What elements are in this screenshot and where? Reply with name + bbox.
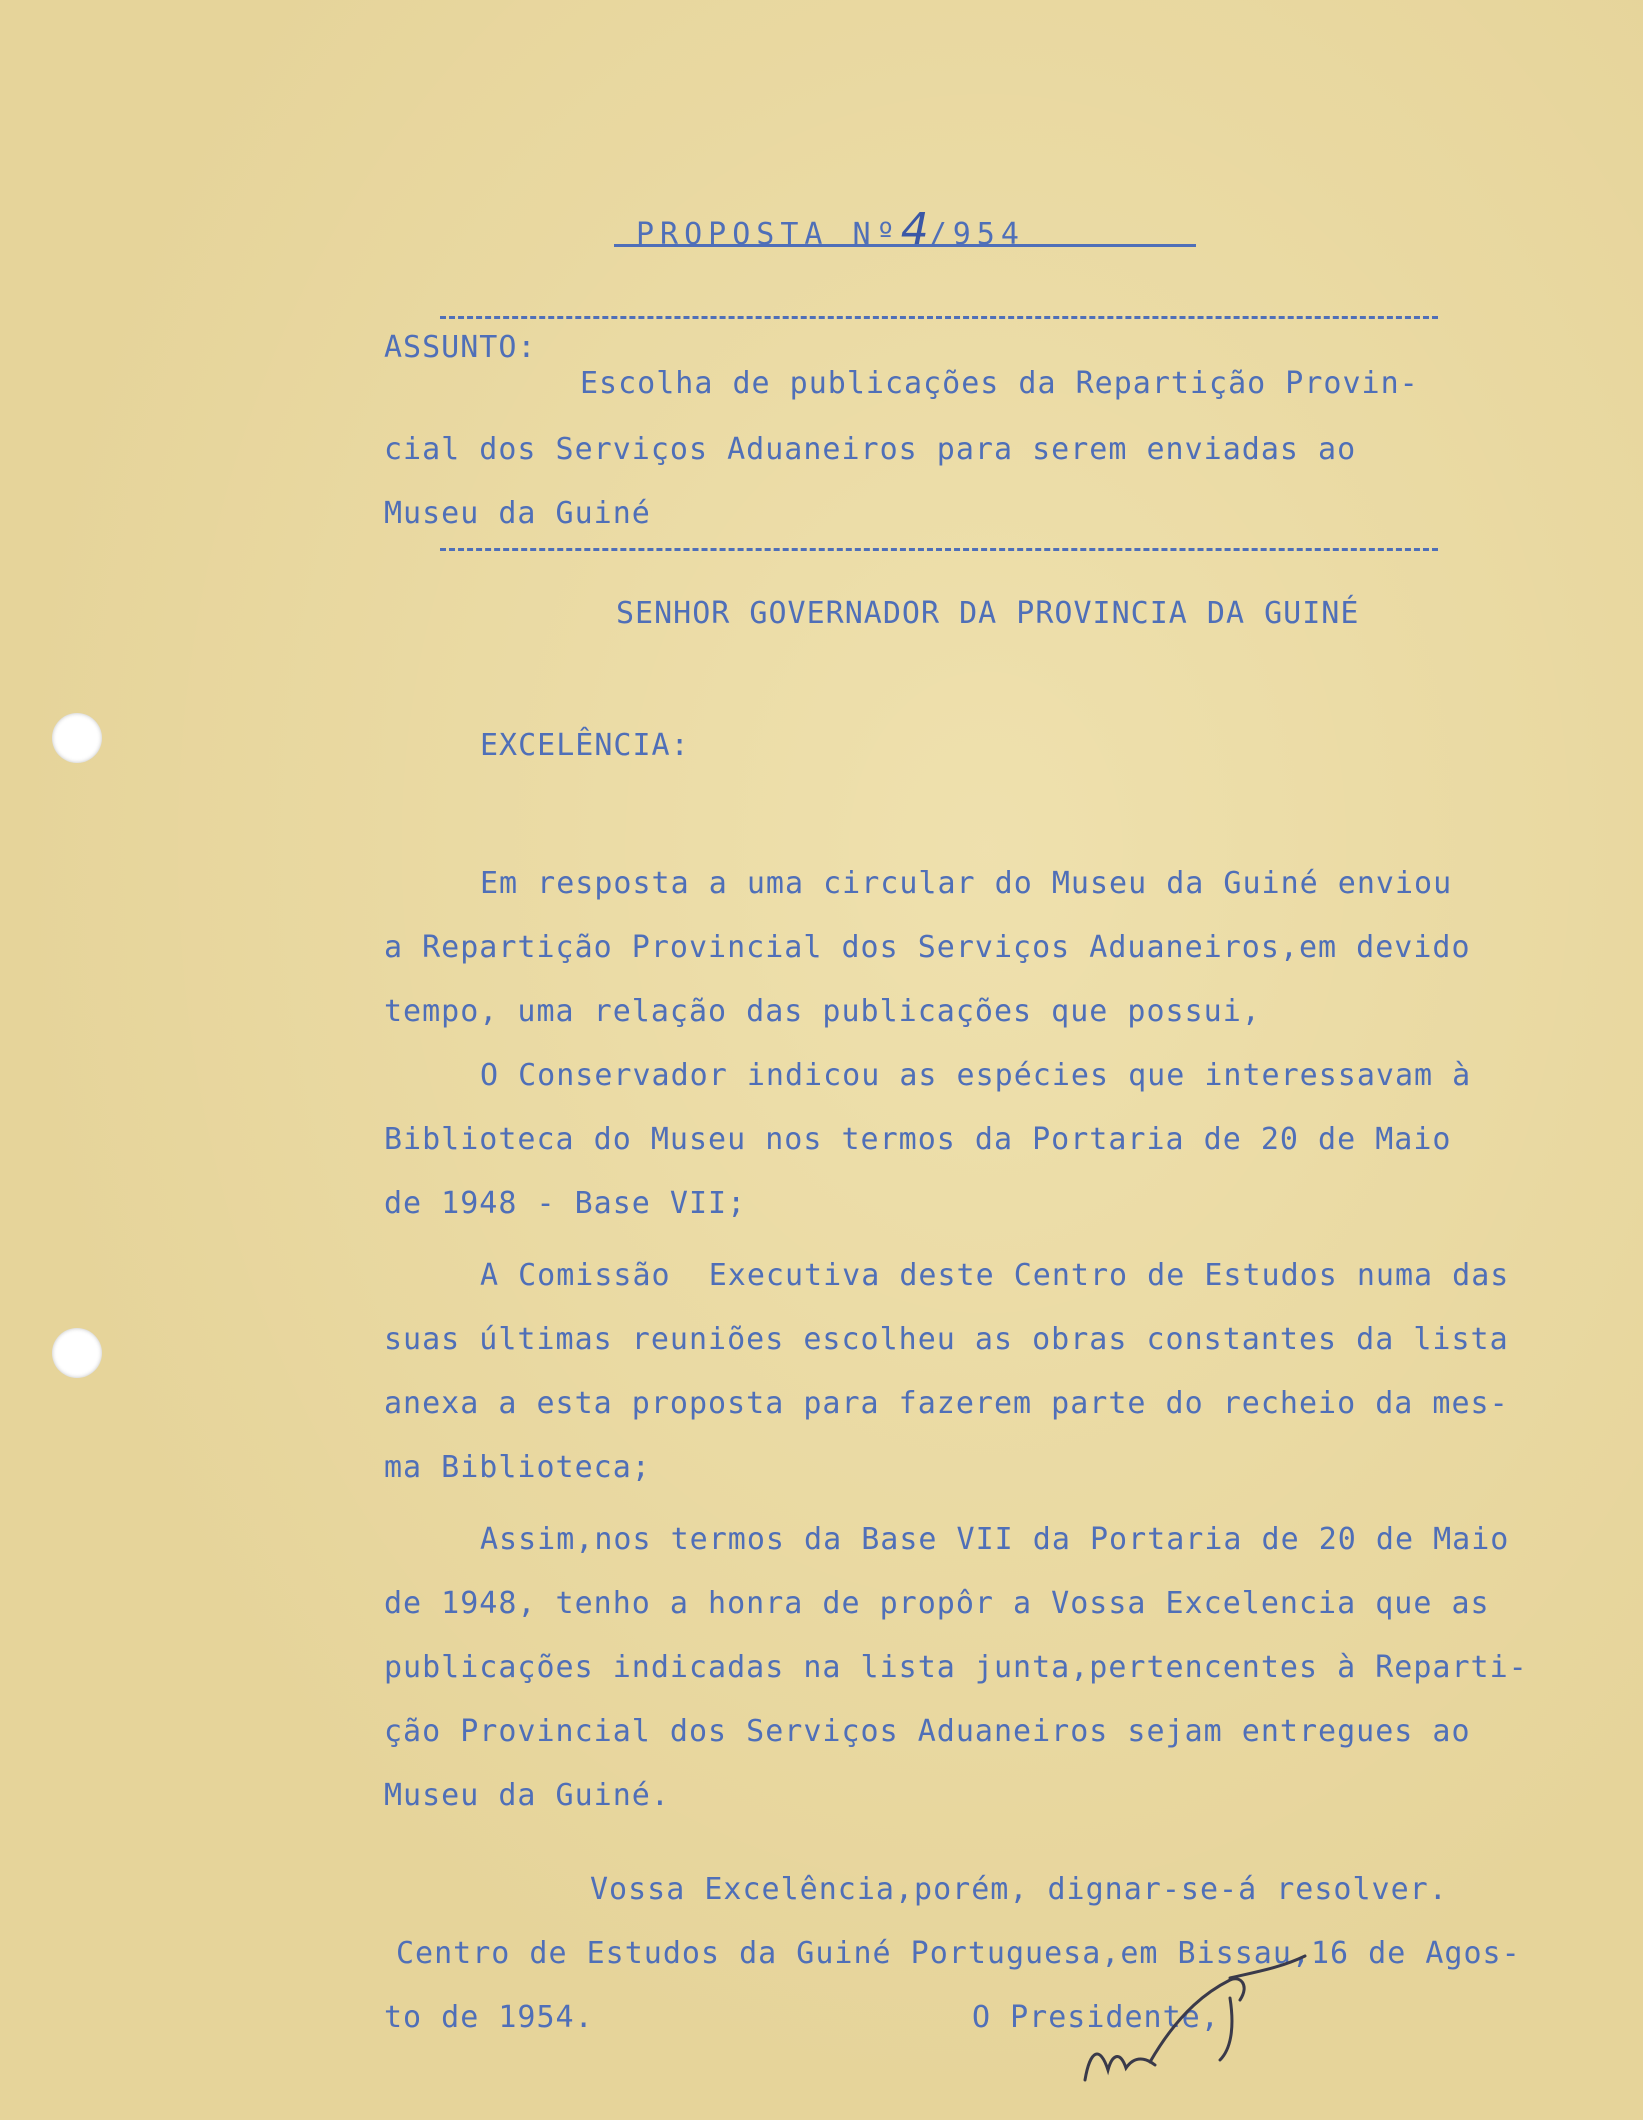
body-line-10: ma Biblioteca;	[384, 1450, 651, 1485]
body-line-15: Museu da Guiné.	[384, 1778, 670, 1813]
title-year: /954	[928, 217, 1025, 252]
punch-hole-bottom	[52, 1328, 102, 1378]
closing-line: Vossa Excelência,porém, dignar-se-á resolver.	[590, 1872, 1448, 1907]
title-underline	[614, 244, 1196, 247]
body-line-5: Biblioteca do Museu nos termos da Portaria de 20 de Maio	[384, 1122, 1452, 1157]
body-line-3: tempo, uma relação das publicações que possui,	[384, 994, 1261, 1029]
handwritten-signature	[1080, 1950, 1340, 2090]
body-line-11: Assim,nos termos da Base VII da Portaria de 20 de Maio	[480, 1522, 1510, 1557]
body-line-13: publicações indicadas na lista junta,pertencentes à Reparti-	[384, 1650, 1528, 1685]
title-number: 4	[900, 204, 929, 255]
subject-line-1: Escolha de publicações da Repartição Provin-	[580, 366, 1419, 401]
dashed-rule-top	[440, 316, 1438, 319]
dashed-rule-bottom	[440, 548, 1438, 551]
subject-line-2: cial dos Serviços Aduaneiros para serem enviadas ao	[384, 432, 1357, 467]
place-date-line-1: Centro de Estudos da Guiné Portuguesa,em Bissau,16 de Agos-	[396, 1936, 1521, 1971]
title-prefix: PROPOSTA Nº	[636, 217, 901, 252]
addressee: SENHOR GOVERNADOR DA PROVINCIA DA GUINÉ	[616, 596, 1360, 631]
body-line-7: A Comissão Executiva deste Centro de Estudos numa das	[480, 1258, 1510, 1293]
body-line-4: O Conservador indicou as espécies que interessavam à	[480, 1058, 1472, 1093]
body-line-8: suas últimas reuniões escolheu as obras constantes da lista	[384, 1322, 1509, 1357]
document-title	[636, 204, 1025, 255]
subject-label: ASSUNTO:	[384, 330, 537, 365]
salutation: EXCELÊNCIA:	[480, 728, 690, 763]
body-line-1: Em resposta a uma circular do Museu da Guiné enviou	[480, 866, 1453, 901]
body-line-14: ção Provincial dos Serviços Aduaneiros sejam entregues ao	[384, 1714, 1471, 1749]
body-line-12: de 1948, tenho a honra de propôr a Vossa Excelencia que as	[384, 1586, 1490, 1621]
body-line-6: de 1948 - Base VII;	[384, 1186, 747, 1221]
subject-line-3: Museu da Guiné	[384, 496, 651, 531]
punch-hole-top	[52, 713, 102, 763]
body-line-2: a Repartição Provincial dos Serviços Aduaneiros,em devido	[384, 930, 1471, 965]
place-date-line-2: to de 1954.	[384, 2000, 594, 2035]
body-line-9: anexa a esta proposta para fazerem parte do recheio da mes-	[384, 1386, 1509, 1421]
signer-title: O Presidente,	[972, 2000, 1220, 2035]
